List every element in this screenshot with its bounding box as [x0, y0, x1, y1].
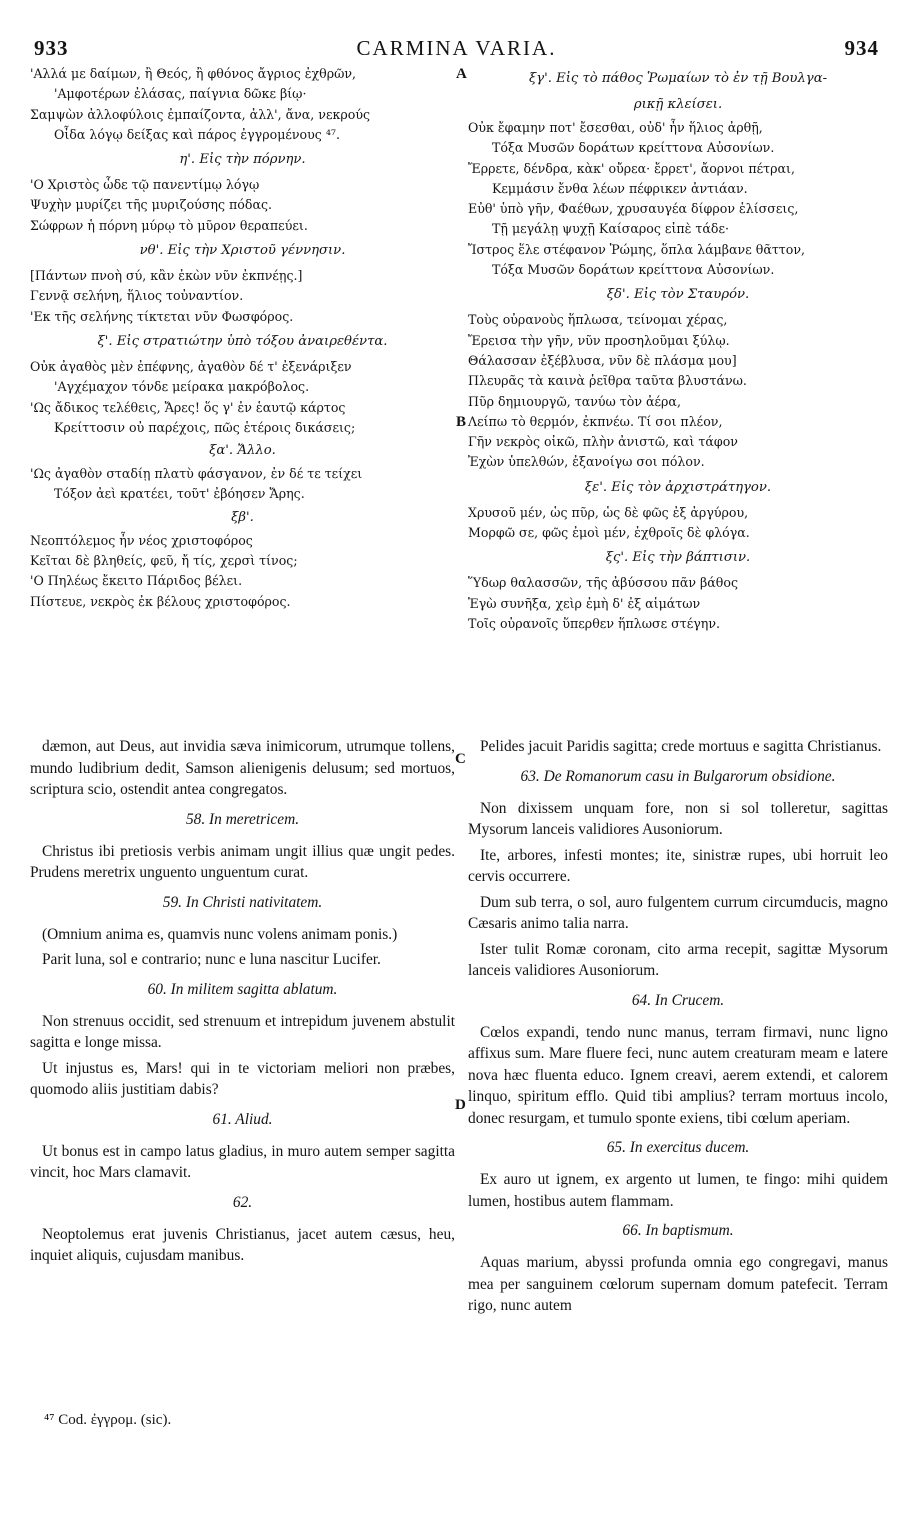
verse-line: Πίστευε, νεκρὸς ἐκ βέλους χριστοφόρος. [30, 593, 291, 609]
paragraph: Christus ibi pretiosis verbis animam ungit illius quæ ungit pedes. Prudens meretrix unguento unguentum curat. [30, 842, 455, 881]
section-heading: 63. De Romanorum casu in Bulgarorum obsidione. [520, 767, 836, 785]
verse-line: Σώφρων ἡ πόρνη μύρῳ τὸ μῦρον θεραπεύει. [30, 217, 308, 233]
verse-line: 'Ο Πηλέως ἔκειτο Πάριδος βέλει. [30, 573, 243, 589]
section-heading: 66. In baptismum. [622, 1222, 734, 1239]
margin-marker-c: C [455, 751, 466, 767]
section-heading: 60. In militem sagitta ablatum. [147, 980, 338, 998]
verse-line: Πῦρ δημιουργῶ, τανύω τὸν ἀέρα, [468, 393, 681, 409]
poem-heading: νθ'. Εἰς τὴν Χριστοῦ γέννησιν. [139, 243, 346, 259]
poem-heading: ξα'. Ἄλλο. [209, 443, 276, 459]
verse-line: 'Ως ἄδικος τελέθεις, Ἄρες! ὅς γ' ἐν ἑαυτῷ κάρτος [30, 399, 346, 415]
paragraph: Ut bonus est in campo latus gladius, in muro autem semper sagitta vincit, hoc Mars clamavit. [30, 1142, 455, 1181]
margin-marker-d: D [455, 1097, 466, 1113]
section-heading: 65. In exercitus ducem. [606, 1139, 750, 1156]
running-header [0, 36, 913, 60]
running-title: CARMINA VARIA. [356, 36, 557, 60]
paragraph: Non strenuus occidit, sed strenuum et intrepidum juvenem abstulit sagitta e longe missa. [30, 1012, 455, 1051]
page-number-left: 933 [34, 36, 69, 60]
paragraph: Ex auro ut ignem, ex argento ut lumen, te fingo: mihi quidem lumen, hostibus autem flammam. [468, 1171, 888, 1210]
verse-line: Ἔρρετε, δένδρα, κὰκ' οὔρεα· ἔρρετ', ἄορνοι πέτραι, [468, 160, 795, 176]
verse-line: Ὕδωρ θαλασσῶν, τῆς ἀβύσσου πᾶν βάθος [468, 575, 738, 591]
paragraph: Ite, arbores, infesti montes; ite, sinistræ rupes, ubi horruit leo cervis occurrere. [468, 846, 888, 885]
latin-translation-left-column [30, 736, 455, 1271]
verse-line: 'Αλλά με δαίμων, ἢ Θεός, ἢ φθόνος ἄγριος ἐχθρῶν, [30, 66, 357, 81]
verse-line: Κεῖται δὲ βληθείς, φεῦ, ἤ τίς, χερσὶ τίνος; [30, 553, 298, 569]
verse-line: Χρυσοῦ μέν, ὡς πῦρ, ὡς δὲ φῶς ἐξ ἀργύρου, [468, 504, 749, 520]
paragraph: Cœlos expandi, tendo nunc manus, terram firmavi, nunc ligno affixus sum. Mare fluere feci, nunc autem creaturam meam e latere nova hæc fluenta educo. Ignem creavi, aerem extendi, et calorem linquo, spiritum efflo. Quid tibi amplius? terram mortuus incolo, donec resurgam, et tumulo sponte exiens, tibi cœlum aperiam. [468, 1023, 888, 1127]
verse-line: Σαμψὼν ἀλλοφύλοις ἐμπαίζοντα, ἀλλ', ἄνα, νεκρούς [30, 106, 371, 122]
verse-line: 'Εκ τῆς σελήνης τίκτεται νῦν Φωσφόρος. [30, 308, 294, 324]
verse-line: Τόξα Μυσῶν δοράτων κρείττονα Αὐσονίων. [492, 140, 775, 156]
verse-line: Τόξα Μυσῶν δοράτων κρείττονα Αὐσονίων. [492, 262, 775, 278]
verse-line: Τόξον ἀεὶ κρατέει, τοῦτ' ἐβόησεν Ἄρης. [54, 486, 305, 502]
verse-line: Ἔρεισα τὴν γῆν, νῦν προσηλοῦμαι ξύλῳ. [468, 332, 730, 348]
verse-line: Γῆν νεκρὸς οἰκῶ, πλὴν ἀνιστῶ, καὶ τάφον [468, 434, 738, 450]
verse-line: Τῇ μεγάλῃ ψυχῇ Καίσαρος εἰπὲ τάδε· [492, 221, 730, 237]
verse-line: Λείπω τὸ θερμόν, ἐκπνέω. Τί σοι πλέον, [468, 413, 723, 429]
verse-line: Τοὺς οὐρανοὺς ἥπλωσα, τείνομαι χέρας, [468, 312, 728, 328]
section-heading: 62. [232, 1193, 253, 1211]
verse-line: 'Αμφοτέρων ἐλάσας, παίγνια δῶκε βίῳ· [54, 86, 307, 102]
paragraph: Pelides jacuit Paridis sagitta; crede mortuus e sagitta Christianus. [480, 738, 882, 755]
verse-line: Τοῖς οὐρανοῖς ὕπερθεν ἥπλωσε στέγην. [468, 615, 720, 631]
verse-line: Νεοπτόλεμος ἦν νέος χριστοφόρος [30, 532, 253, 548]
margin-marker-b: B [456, 414, 467, 430]
verse-line: Κρείττοσιν οὐ παρέχοις, πῶς ἑτέροις δικάσεις; [54, 419, 356, 435]
verse-line: 'Ως ἀγαθὸν σταδίῃ πλατὺ φάσγανον, ἐν δέ τε τείχει [30, 466, 363, 482]
section-heading: 61. Aliud. [212, 1110, 273, 1128]
page-number-right: 934 [844, 36, 879, 60]
paragraph: Non dixissem unquam fore, non si sol tolleretur, sagittas Mysorum lanceis validiores Ausoniorum. [468, 799, 888, 838]
verse-line: Ἴστρος ἕλε στέφανον Ῥώμης, ὅπλα λάμβανε θᾶττον, [468, 241, 805, 257]
section-heading: 59. In Christi nativitatem. [162, 893, 323, 911]
verse-line: Θάλασσαν ἐξέβλυσα, νῦν δὲ πλάσμα μου] [468, 352, 737, 368]
latin-translation-right-column [468, 736, 888, 1321]
verse-line: Ψυχὴν μυρίζει τῆς μυριζούσης πόδας. [30, 197, 273, 213]
greek-text-left-column [30, 64, 455, 612]
verse-line: Μορφῶ σε, φῶς ἐμοὶ μέν, ἐχθροῖς δὲ φλόγα. [468, 525, 750, 541]
paragraph: Neoptolemus erat juvenis Christianus, jacet autem cæsus, heu, inquiet aliquis, cujusdam manibus. [30, 1225, 455, 1264]
paragraph: Ut injustus es, Mars! qui in te victoriam meliori non præbes, quomodo aliis justitiam dabis? [30, 1059, 455, 1098]
poem-heading: ξ'. Εἰς στρατιώτην ὑπὸ τόξου ἀναιρεθέντα. [97, 333, 388, 349]
margin-marker-a: A [456, 66, 467, 82]
paragraph: dæmon, aut Deus, aut invidia sæva inimicorum, utrumque tollens, mundo ludibrium dedit, Samson alienigenis delusum; sed mortuos, scriptura scio, ostendit antea congregatos. [30, 738, 455, 798]
section-heading: 58. In meretricem. [185, 810, 300, 828]
verse-line: 'Ο Χριστὸς ὧδε τῷ πανεντίμῳ λόγῳ [30, 177, 260, 193]
verse-line: Εὐθ' ὑπὸ γῆν, Φαέθων, χρυσαυγέα δίφρον ἑλίσσεις, [468, 201, 799, 217]
verse-line: Ἐγὼ συνῆξα, χεὶρ ἐμὴ δ' ἐξ αἱμάτων [468, 595, 701, 611]
greek-text-right-column [468, 64, 888, 634]
paragraph: (Omnium anima es, quamvis nunc volens animam ponis.) [42, 925, 398, 943]
verse-line: Οὐκ ἔφαμην ποτ' ἔσεσθαι, οὐδ' ἦν ἥλιος ἀρθῇ, [468, 120, 763, 135]
poem-heading: ξς'. Εἰς τὴν βάπτισιν. [605, 550, 751, 566]
verse-line: Κεμμάσιν ἔνθα λέων πέφρικεν ἀντιάαν. [492, 180, 748, 196]
verse-line: Πλευρᾶς τὰ καινὰ ῥεῖθρα ταῦτα βλυστάνω. [468, 373, 747, 389]
paragraph: Parit luna, sol e contrario; nunc e luna nascitur Lucifer. [42, 951, 381, 968]
verse-line: [Πάντων πνοὴ σύ, κἂν ἐκὼν νῦν ἐκπνέῃς.] [30, 268, 303, 284]
poem-heading: ρικῇ κλείσει. [633, 97, 723, 112]
poem-heading: ξγ'. Εἰς τὸ πάθος Ῥωμαίων τὸ ἐν τῇ Βουλγα- [528, 71, 828, 86]
verse-line: Οὐκ ἀγαθὸς μὲν ἐπέφνης, ἀγαθὸν δέ τ' ἐξενάριξεν [30, 358, 352, 374]
paragraph: Ister tulit Romæ coronam, cito arma recepit, sagittæ Mysorum lanceis validiores Ausoniorum. [468, 940, 888, 979]
poem-heading: η'. Εἰς τὴν πόρνην. [179, 152, 306, 168]
poem-heading: ξβ'. [231, 509, 254, 525]
paragraph: Aquas marium, abyssi profunda omnia ego congregavi, manus mea per sanguinem cœlorum supernam domum patefecit. Terram rigo, nunc autem [468, 1254, 888, 1314]
verse-line: 'Αγχέμαχον τόνδε μείρακα μακρόβολος. [54, 379, 310, 395]
verse-line: Γεννᾷ σελήνη, ἥλιος τοὐναντίον. [30, 288, 244, 304]
paragraph: Dum sub terra, o sol, auro fulgentem currum circumducis, magno Cæsaris animo talia narra. [468, 893, 888, 932]
verse-line: Οἶδα λόγῳ δείξας καὶ πάρος ἐγγρομένους ⁴⁷. [54, 126, 340, 142]
section-heading: 64. In Crucem. [631, 991, 725, 1009]
poem-heading: ξδ'. Εἰς τὸν Σταυρόν. [606, 287, 750, 303]
poem-heading: ξε'. Εἰς τὸν ἀρχιστράτηγον. [584, 479, 772, 495]
verse-line: Ἐχὼν ὑπελθών, ἐξανοίγω σοι πόλον. [468, 454, 705, 470]
footnote: ⁴⁷ Cod. ἐγγρομ. (sic). [44, 1412, 172, 1428]
